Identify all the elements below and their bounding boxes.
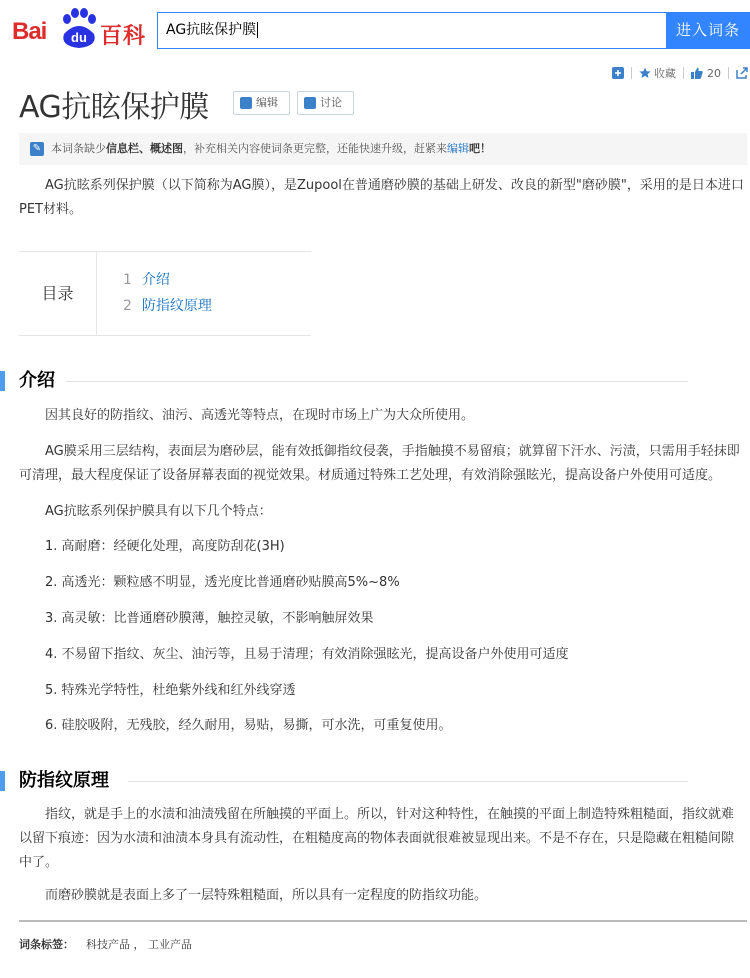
toolbar-divider bbox=[631, 67, 632, 79]
notice-edit-link[interactable]: 编辑 bbox=[447, 142, 469, 155]
tags-values[interactable]: 科技产品 ， 工业产品 bbox=[86, 938, 192, 951]
section-title: 防指纹原理 bbox=[19, 770, 109, 791]
section-heading-intro bbox=[0, 369, 690, 393]
logo-baike-text: 百科 bbox=[100, 24, 147, 49]
principle-paragraph-2: 而磨砂膜就是表面上多了一层特殊粗糙面，所以具有一定程度的防指纹功能。 bbox=[45, 888, 488, 903]
list-item: 6. 硅胶吸附，无残胶，经久耐用，易贴，易撕，可水洗，可重复使用。 bbox=[45, 718, 452, 733]
notice-middle: ，补充相关内容使词条更完整，还能快速升级，赶紧来 bbox=[183, 142, 447, 155]
table-of-contents bbox=[19, 251, 311, 336]
share-icon[interactable] bbox=[612, 67, 624, 79]
page-title: AG抗眩保护膜 bbox=[19, 90, 209, 125]
external-share-icon[interactable] bbox=[736, 67, 748, 79]
toc-item-label: 介绍 bbox=[141, 272, 170, 288]
divider bbox=[19, 920, 747, 922]
section-rule bbox=[128, 781, 688, 782]
toolbar-divider bbox=[683, 67, 684, 79]
toc-item-number: 2 bbox=[123, 298, 132, 314]
list-item: 4. 不易留下指纹、灰尘、油污等，且易于清理；有效消除强眩光，提高设备户外使用可适度 bbox=[45, 647, 569, 662]
summary-paragraph: AG抗眩系列保护膜（以下简称为AG膜），是Zupool在普通磨砂膜的基础上研发、改良的新型"磨砂膜"，采用的是日本进口PET材料。 bbox=[19, 178, 744, 217]
entry-toolbar bbox=[612, 64, 748, 82]
text-caret bbox=[257, 22, 258, 38]
section-heading-principle bbox=[0, 769, 690, 793]
search-input[interactable] bbox=[157, 12, 666, 49]
list-item: 5. 特殊光学特性，杜绝紫外线和红外线穿透 bbox=[45, 683, 296, 698]
section-marker bbox=[0, 371, 5, 391]
enter-entry-button[interactable]: 进入词条 bbox=[666, 12, 750, 49]
intro-paragraph-1: 因其良好的防指纹、油污、高透光等特点，在现时市场上广为大众所使用。 bbox=[45, 408, 475, 423]
toc-item-principle[interactable] bbox=[123, 295, 212, 315]
logo-du-text: du bbox=[71, 30, 87, 45]
discuss-button[interactable] bbox=[297, 91, 354, 115]
like-count: 20 bbox=[707, 66, 721, 80]
principle-paragraph-1: 指纹，就是手上的水渍和油渍残留在所触摸的平面上。所以，针对这种特性，在触摸的平面上制造特殊粗糙面，指纹就难以留下痕迹：因为水渍和油渍本身具有流动性，在粗糙度高的物体表面就很难被显现出来。不是不存在，只是隐藏在粗糙间隙中了。 bbox=[19, 807, 735, 870]
toc-label: 目录 bbox=[19, 252, 97, 335]
header bbox=[0, 0, 750, 60]
intro-paragraph-3: AG抗眩系列保护膜具有以下几个特点： bbox=[45, 504, 272, 519]
discuss-icon bbox=[304, 97, 316, 109]
list-item: 3. 高灵敏：比普通磨砂膜薄，触控灵敏，不影响触屏效果 bbox=[45, 611, 374, 626]
incomplete-entry-notice bbox=[19, 133, 747, 165]
search-input-value: AG抗眩保护膜 bbox=[166, 22, 257, 38]
list-item: 1. 高耐磨：经硬化处理，高度防刮花(3H) bbox=[45, 539, 285, 554]
toc-item-label: 防指纹原理 bbox=[141, 298, 212, 314]
pencil-icon bbox=[240, 97, 252, 109]
discuss-button-label: 讨论 bbox=[320, 96, 342, 109]
notice-missing-items: 信息栏、概述图 bbox=[106, 142, 183, 155]
toc-item-number: 1 bbox=[123, 272, 132, 288]
baidu-baike-logo[interactable] bbox=[8, 4, 148, 50]
section-marker bbox=[0, 771, 5, 791]
logo-bai-text: Bai bbox=[12, 18, 47, 45]
entry-tags bbox=[19, 936, 192, 952]
edit-button-label: 编辑 bbox=[256, 96, 278, 109]
star-icon[interactable] bbox=[639, 67, 651, 79]
thumbs-up-icon[interactable] bbox=[691, 67, 703, 79]
toc-item-intro[interactable] bbox=[123, 269, 170, 289]
tags-label: 词条标签： bbox=[19, 938, 74, 951]
intro-paragraph-2: AG膜采用三层结构，表面层为磨砂层，能有效抵御指纹侵袭，手指触摸不易留痕；就算留下汗水、污渍，只需用手轻抹即可清理，最大程度保证了设备屏幕表面的视觉效果。材质通过特殊工艺处理，有效消除强眩光，提高设备户外使用可适度。 bbox=[19, 444, 740, 483]
section-rule bbox=[66, 381, 688, 382]
notice-edit-icon: ✎ bbox=[30, 142, 44, 156]
edit-button[interactable] bbox=[233, 91, 290, 115]
section-title: 介绍 bbox=[19, 370, 55, 391]
paw-logo-icon bbox=[58, 8, 100, 50]
notice-prefix: 本词条缺少 bbox=[51, 142, 106, 155]
notice-suffix: 吧！ bbox=[469, 142, 491, 155]
collect-label[interactable]: 收藏 bbox=[654, 67, 676, 80]
list-item: 2. 高透光：颗粒感不明显，透光度比普通磨砂贴膜高5%~8% bbox=[45, 575, 400, 590]
toolbar-divider bbox=[728, 67, 729, 79]
